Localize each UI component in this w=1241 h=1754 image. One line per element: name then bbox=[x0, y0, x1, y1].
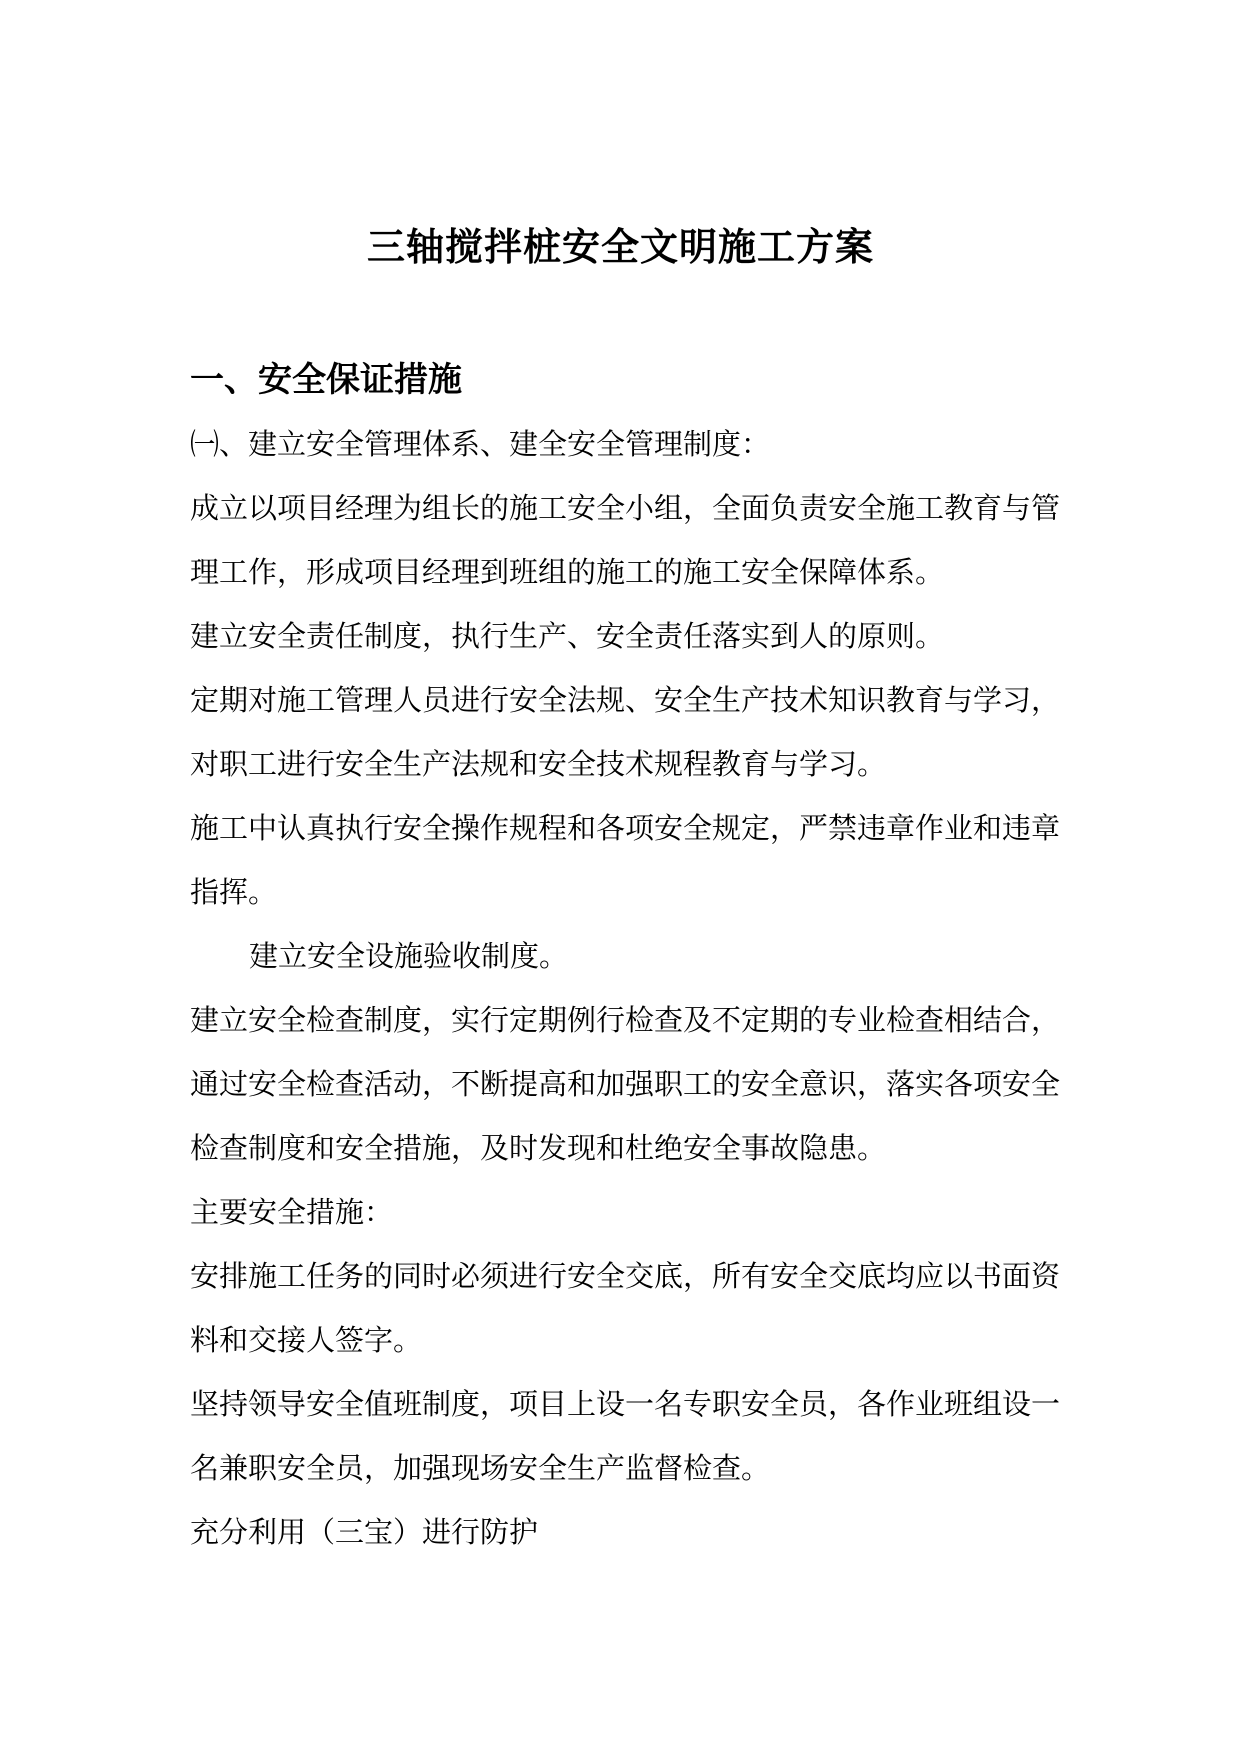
paragraph-line: 指挥。 bbox=[190, 875, 278, 909]
paragraph-line: 名兼职安全员，加强现场安全生产监督检查。 bbox=[190, 1451, 771, 1485]
paragraph-line: 成立以项目经理为组长的施工安全小组，全面负责安全施工教育与管 bbox=[190, 491, 1060, 525]
paragraph-line: 定期对施工管理人员进行安全法规、安全生产技术知识教育与学习， bbox=[190, 683, 1060, 717]
paragraph-line: 对职工进行安全生产法规和安全技术规程教育与学习。 bbox=[190, 747, 887, 781]
paragraph-line: 建立安全设施验收制度。 bbox=[249, 939, 569, 973]
paragraph-line: 料和交接人签字。 bbox=[190, 1323, 423, 1357]
paragraph-line: 主要安全措施： bbox=[190, 1195, 394, 1229]
paragraph-line: 理工作，形成项目经理到班组的施工的施工安全保障体系。 bbox=[190, 555, 945, 589]
paragraph-line: 检查制度和安全措施，及时发现和杜绝安全事故隐患。 bbox=[190, 1131, 887, 1165]
paragraph-line: 建立安全责任制度，执行生产、安全责任落实到人的原则。 bbox=[190, 619, 945, 653]
paragraph-line: ㈠、建立安全管理体系、建全安全管理制度： bbox=[190, 427, 771, 461]
paragraph-line: 坚持领导安全值班制度，项目上设一名专职安全员，各作业班组设一 bbox=[190, 1387, 1060, 1421]
paragraph-line: 建立安全检查制度，实行定期例行检查及不定期的专业检查相结合， bbox=[190, 1003, 1060, 1037]
paragraph-line: 安排施工任务的同时必须进行安全交底，所有安全交底均应以书面资 bbox=[190, 1259, 1060, 1293]
paragraph-line: 通过安全检查活动，不断提高和加强职工的安全意识，落实各项安全 bbox=[190, 1067, 1060, 1101]
section-heading: 一、安全保证措施 bbox=[190, 360, 462, 400]
paragraph-line: 充分利用（三宝）进行防护 bbox=[190, 1515, 539, 1549]
document-title: 三轴搅拌桩安全文明施工方案 bbox=[366, 225, 874, 269]
paragraph-line: 施工中认真执行安全操作规程和各项安全规定，严禁违章作业和违章 bbox=[190, 811, 1060, 845]
